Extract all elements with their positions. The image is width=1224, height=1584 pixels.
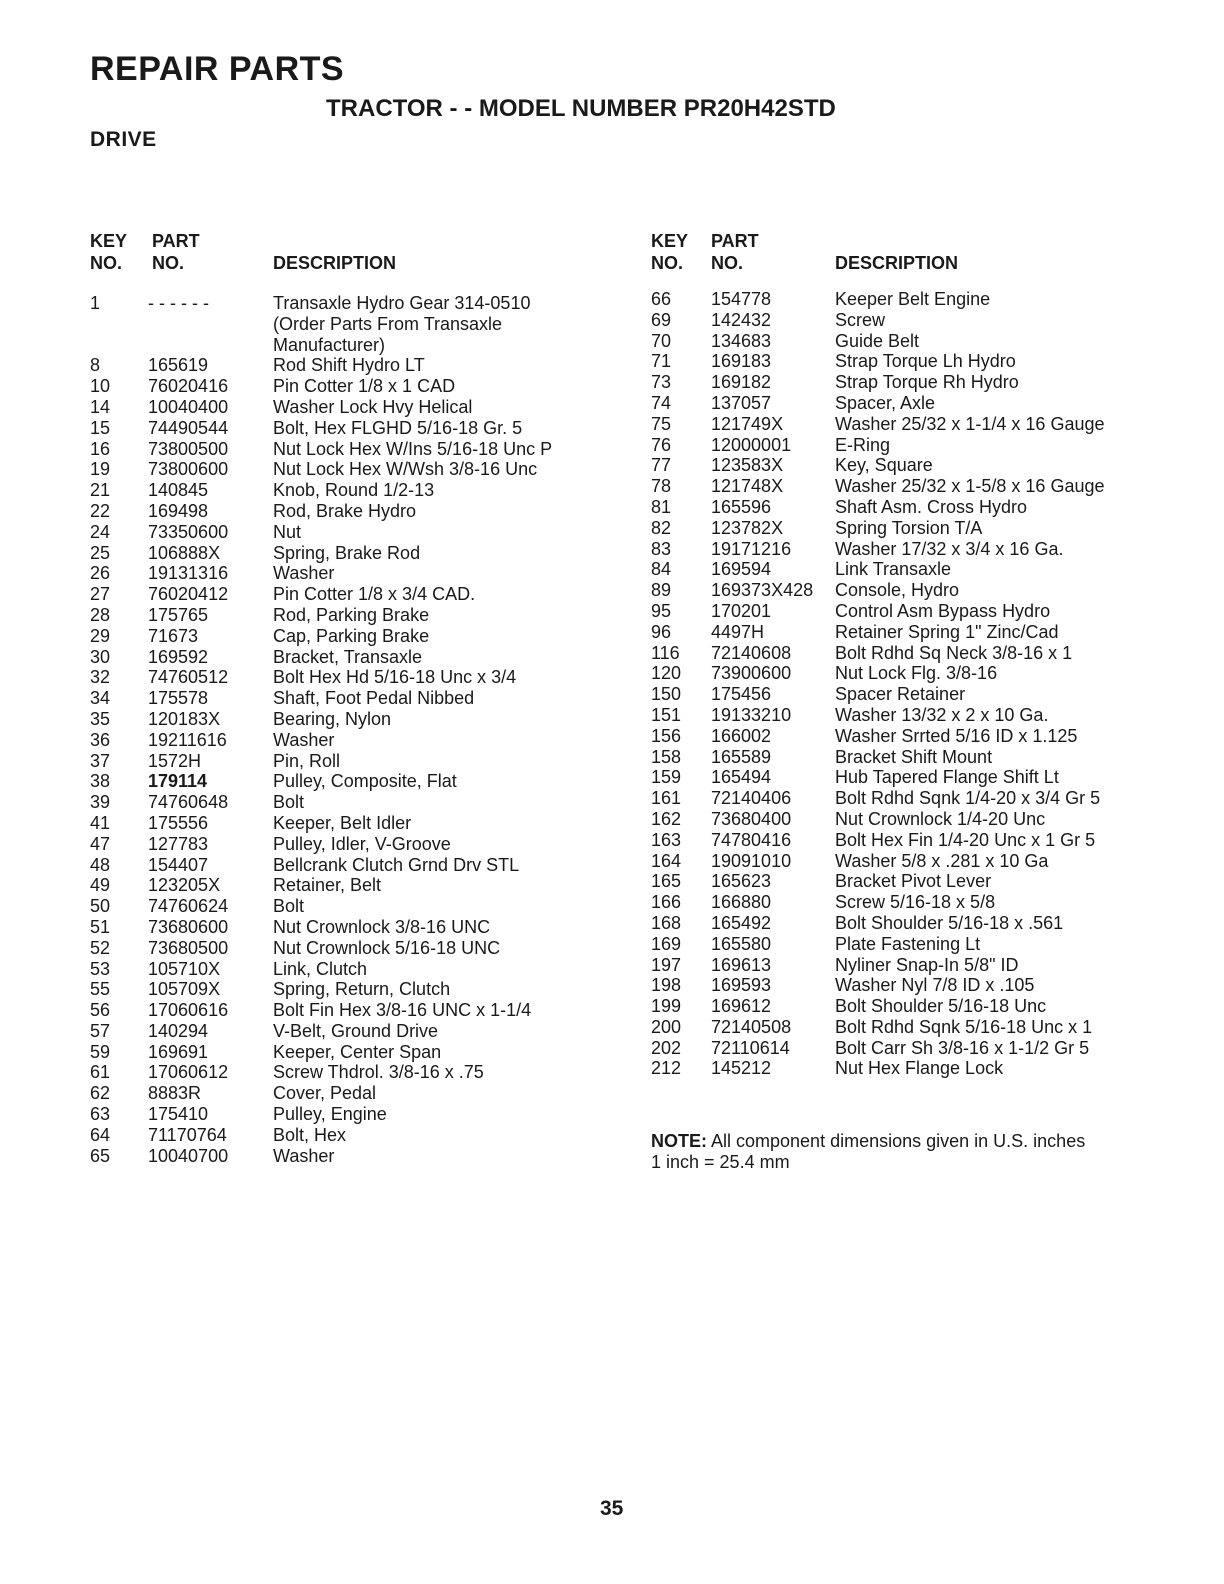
key-no: 169 [651,933,682,954]
description: Washer Nyl 7/8 ID x .105 [835,975,1035,996]
part-no: 165589 [711,746,772,767]
key-no: 162 [651,808,682,829]
key-no: 56 [90,1000,111,1021]
description: Guide Belt [835,330,920,351]
key-no: 73 [651,372,672,393]
description: Keeper Belt Engine [835,289,991,309]
key-no: 165 [651,871,682,892]
key-no: 36 [90,729,111,750]
part-no: 154407 [148,854,209,875]
key-no: 66 [651,289,672,309]
part-no: 71673 [148,625,199,646]
key-no: 158 [651,746,682,767]
key-no: 63 [90,1104,111,1125]
part-no: 8883R [148,1083,202,1104]
description: Cap, Parking Brake [273,625,430,646]
key-no: 64 [90,1124,111,1145]
part-no: 169594 [711,559,772,580]
description: V-Belt, Ground Drive [273,1020,439,1041]
part-no: 120183X [148,708,221,729]
part-no: 169612 [711,996,772,1017]
key-no: 48 [90,854,111,875]
description: Bolt Hex Fin 1/4-20 Unc x 1 Gr 5 [835,829,1096,850]
description: Nyliner Snap-In 5/8" ID [835,954,1019,975]
description: Strap Torque Lh Hydro [835,351,1016,372]
key-no: 57 [90,1020,111,1041]
description: Retainer, Belt [273,875,382,896]
part-no: 4497H [711,621,765,642]
description: Bolt Fin Hex 3/8-16 UNC x 1-1/4 [273,1000,532,1021]
key-no: 163 [651,829,682,850]
part-no: 175556 [148,812,209,833]
description: Pulley, Idler, V-Groove [273,833,451,854]
key-no: 198 [651,975,682,996]
part-no: 166880 [711,892,772,913]
part-no: 142432 [711,309,772,330]
left-header-description: DESCRIPTION [273,253,397,273]
description: Bolt [273,896,305,917]
key-no: 150 [651,684,682,705]
part-no: 17060616 [148,1000,229,1021]
part-no: 73800600 [148,459,229,480]
part-no: 72140406 [711,788,792,809]
part-no: 165580 [711,933,772,954]
description: (Order Parts From Transaxle [273,313,503,334]
key-no: 22 [90,500,111,521]
key-no: 202 [651,1037,682,1058]
part-no: 123205X [148,875,221,896]
key-no: 82 [651,517,672,538]
part-no: 137057 [711,392,772,413]
part-no: 169593 [711,975,772,996]
part-no: 73680500 [148,937,229,958]
description: Pin, Roll [273,750,341,771]
part-no: 74760512 [148,667,229,688]
key-no: 70 [651,330,672,351]
part-no: 169691 [148,1041,209,1062]
part-no: 165596 [711,496,772,517]
description: Washer 25/32 x 1-1/4 x 16 Gauge [835,413,1105,434]
description: Bolt Shoulder 5/16-18 x .561 [835,912,1064,933]
part-no: 19131316 [148,563,229,584]
key-no: 81 [651,496,672,517]
part-no: 10040700 [148,1145,229,1166]
description: Rod Shift Hydro LT [273,355,425,376]
description: Washer [273,729,335,750]
description: Bracket Pivot Lever [835,871,992,892]
key-no: 26 [90,563,111,584]
key-no: 30 [90,646,111,667]
part-no: 17060612 [148,1062,229,1083]
description: Bolt Rdhd Sqnk 1/4-20 x 3/4 Gr 5 [835,788,1101,809]
description: Washer Srrted 5/16 ID x 1.125 [835,725,1078,746]
part-no: 169373X428 [711,580,814,601]
key-no: 25 [90,542,111,563]
key-no: 168 [651,912,682,933]
description: Shaft, Foot Pedal Nibbed [273,688,475,709]
description: Bearing, Nylon [273,708,392,729]
description: Key, Square [835,455,933,476]
page-number: 35 [600,1497,624,1520]
part-no: 76020412 [148,584,229,605]
description: Cover, Pedal [273,1083,377,1104]
part-no: 10040400 [148,396,229,417]
key-no: 159 [651,767,682,788]
key-no: 27 [90,584,111,605]
key-no: 1 [90,293,101,313]
description: Nut Lock Hex W/Ins 5/16-18 Unc P [273,438,553,459]
part-no: 140294 [148,1020,209,1041]
description: Plate Fastening Lt [835,933,981,954]
description: Bolt [273,792,305,813]
part-no: 169498 [148,500,209,521]
key-no: 16 [90,438,111,459]
part-no: 74760624 [148,896,229,917]
key-no: 62 [90,1083,111,1104]
part-no: 71170764 [148,1124,227,1145]
description: Washer [273,563,335,584]
description: Washer 25/32 x 1-5/8 x 16 Gauge [835,476,1105,497]
description: Washer Lock Hvy Helical [273,396,473,417]
key-no: 15 [90,417,111,438]
part-no: 73350600 [148,521,229,542]
part-no: 72140608 [711,642,792,663]
part-no: 165494 [711,767,772,788]
key-no: 52 [90,937,111,958]
description: Rod, Brake Hydro [273,500,417,521]
description: Manufacturer) [273,334,386,355]
part-no: 72110614 [711,1037,790,1058]
description: Nut Hex Flange Lock [835,1058,1004,1079]
part-no: 169613 [711,954,772,975]
part-no: 123583X [711,455,784,476]
part-no: 169182 [711,372,772,393]
description: Link, Clutch [273,958,368,979]
description: Control Asm Bypass Hydro [835,600,1051,621]
part-no: 74490544 [148,417,229,438]
part-no: 169592 [148,646,209,667]
description: Nut Lock Flg. 3/8-16 [835,663,998,684]
key-no: 76 [651,434,672,455]
description: Screw [835,309,886,330]
key-no: 59 [90,1041,111,1062]
key-no: 65 [90,1145,111,1166]
key-no: 21 [90,480,111,501]
description: Transaxle Hydro Gear 314-0510 [273,293,531,313]
description: Shaft Asm. Cross Hydro [835,496,1028,517]
right-header-part: PART NO. [711,231,759,273]
description: Bolt, Hex [273,1124,347,1145]
key-no: 47 [90,833,111,854]
part-no: 165623 [711,871,772,892]
key-no: 14 [90,396,111,417]
key-no: 10 [90,376,111,397]
part-no: 121749X [711,413,784,434]
description: Washer 5/8 x .281 x 10 Ga [835,850,1049,871]
key-no: 69 [651,309,672,330]
description: Keeper, Belt Idler [273,812,412,833]
description: Spacer Retainer [835,684,966,705]
description: Spring, Brake Rod [273,542,421,563]
description: Bolt Rdhd Sqnk 5/16-18 Unc x 1 [835,1016,1093,1037]
part-no: 175410 [148,1104,209,1125]
part-no: 19171216 [711,538,792,559]
key-no: 200 [651,1016,682,1037]
model-subtitle: TRACTOR - - MODEL NUMBER PR20H42STD [326,95,836,122]
description: Nut Crownlock 5/16-18 UNC [273,937,501,958]
key-no: 38 [90,771,111,792]
part-no: 106888X [148,542,221,563]
part-no: 127783 [148,833,209,854]
key-no: 34 [90,688,111,709]
description: Nut Crownlock 1/4-20 Unc [835,808,1046,829]
description: Nut [273,521,302,542]
description: Pin Cotter 1/8 x 3/4 CAD. [273,584,476,605]
part-no: 19133210 [711,704,792,725]
part-no: 1572H [148,750,202,771]
note-label: NOTE: [651,1131,707,1151]
description: Bolt Shoulder 5/16-18 Unc [835,996,1047,1017]
description: Pin Cotter 1/8 x 1 CAD [273,376,456,397]
description: Spacer, Axle [835,392,936,413]
key-no: 37 [90,750,111,771]
description: Retainer Spring 1" Zinc/Cad [835,621,1059,642]
section-heading: DRIVE [90,128,157,151]
part-no: 165619 [148,355,209,376]
key-no: 74 [651,392,672,413]
part-no: 73680600 [148,916,229,937]
page-title: REPAIR PARTS [90,50,345,88]
key-no: 55 [90,979,111,1000]
key-no: 199 [651,996,682,1017]
description: Screw Thdrol. 3/8-16 x .75 [273,1062,484,1083]
description: Bracket, Transaxle [273,646,423,667]
description: Rod, Parking Brake [273,604,430,625]
key-no: 29 [90,625,111,646]
key-no: 50 [90,896,111,917]
part-no: 19091010 [711,850,792,871]
note-line-2: 1 inch = 25.4 mm [651,1152,790,1172]
part-no: 170201 [711,600,772,621]
description: Washer [273,1145,335,1166]
key-no: 151 [651,704,682,725]
description: Pulley, Engine [273,1104,387,1125]
part-no: 134683 [711,330,772,351]
part-no: 72140508 [711,1016,792,1037]
key-no: 166 [651,892,682,913]
description: Spring Torsion T/A [835,517,983,538]
key-no: 53 [90,958,111,979]
right-header-description: DESCRIPTION [835,253,959,273]
key-no: 8 [90,355,101,376]
description: Keeper, Center Span [273,1041,442,1062]
part-no: 166002 [711,725,772,746]
part-no: 74780416 [711,829,792,850]
description: Washer 17/32 x 3/4 x 16 Ga. [835,538,1064,559]
description: Screw 5/16-18 x 5/8 [835,892,996,913]
description: Bolt, Hex FLGHD 5/16-18 Gr. 5 [273,417,523,438]
key-no: 164 [651,850,682,871]
key-no: 116 [651,642,680,663]
description: Spring, Return, Clutch [273,979,451,1000]
part-no: 73800500 [148,438,229,459]
part-no: 179114 [148,771,208,792]
description: Bellcrank Clutch Grnd Drv STL [273,854,520,875]
part-no: 154778 [711,289,772,309]
key-no: 78 [651,476,672,497]
description: Washer 13/32 x 2 x 10 Ga. [835,704,1049,725]
description: E-Ring [835,434,891,455]
left-header-key: KEY NO. [90,231,128,273]
part-no: 145212 [711,1058,772,1079]
part-no: 74760648 [148,792,229,813]
part-no: 12000001 [711,434,792,455]
key-no: 35 [90,708,111,729]
key-no: 77 [651,455,672,476]
key-no: 83 [651,538,672,559]
description: Pulley, Composite, Flat [273,771,457,792]
part-no: 175456 [711,684,772,705]
key-no: 197 [651,954,682,975]
key-no: 51 [90,916,111,937]
key-no: 24 [90,521,111,542]
key-no: 19 [90,459,111,480]
key-no: 41 [90,812,111,833]
part-no: 105709X [148,979,221,1000]
description: Bolt Carr Sh 3/8-16 x 1-1/2 Gr 5 [835,1037,1090,1058]
description: Console, Hydro [835,580,960,601]
key-no: 28 [90,604,111,625]
key-no: 39 [90,792,111,813]
part-no: 76020416 [148,376,229,397]
description: Hub Tapered Flange Shift Lt [835,767,1059,788]
key-no: 84 [651,559,672,580]
description: Bolt Rdhd Sq Neck 3/8-16 x 1 [835,642,1073,663]
part-no: 73680400 [711,808,792,829]
part-no: 123782X [711,517,784,538]
key-no: 32 [90,667,111,688]
left-header-part: PART NO. [152,231,200,273]
part-no: 165492 [711,912,772,933]
dimension-note [651,1131,1085,1173]
key-no: 89 [651,580,672,601]
part-no: 105710X [148,958,221,979]
key-no: 161 [651,788,682,809]
note-line-1: All component dimensions given in U.S. inches [707,1131,1086,1151]
description: Bolt Hex Hd 5/16-18 Unc x 3/4 [273,667,517,688]
description: Nut Crownlock 3/8-16 UNC [273,916,491,937]
description: Strap Torque Rh Hydro [835,372,1019,393]
description: Nut Lock Hex W/Wsh 3/8-16 Unc [273,459,538,480]
part-no: 19211616 [148,729,227,750]
key-no: 120 [651,663,682,684]
key-no: 75 [651,413,672,434]
part-no: 169183 [711,351,772,372]
part-no: 175578 [148,688,209,709]
part-no: - - - - - - [148,293,209,313]
key-no: 96 [651,621,672,642]
right-header-key: KEY NO. [651,231,689,273]
part-no: 140845 [148,480,209,501]
part-no: 121748X [711,476,784,497]
part-no: 73900600 [711,663,792,684]
description: Knob, Round 1/2-13 [273,480,435,501]
key-no: 71 [651,351,672,372]
description: Bracket Shift Mount [835,746,993,767]
key-no: 156 [651,725,682,746]
part-no: 175765 [148,604,209,625]
key-no: 95 [651,600,672,621]
key-no: 61 [90,1062,111,1083]
key-no: 49 [90,875,111,896]
description: Link Transaxle [835,559,952,580]
key-no: 212 [651,1058,682,1079]
